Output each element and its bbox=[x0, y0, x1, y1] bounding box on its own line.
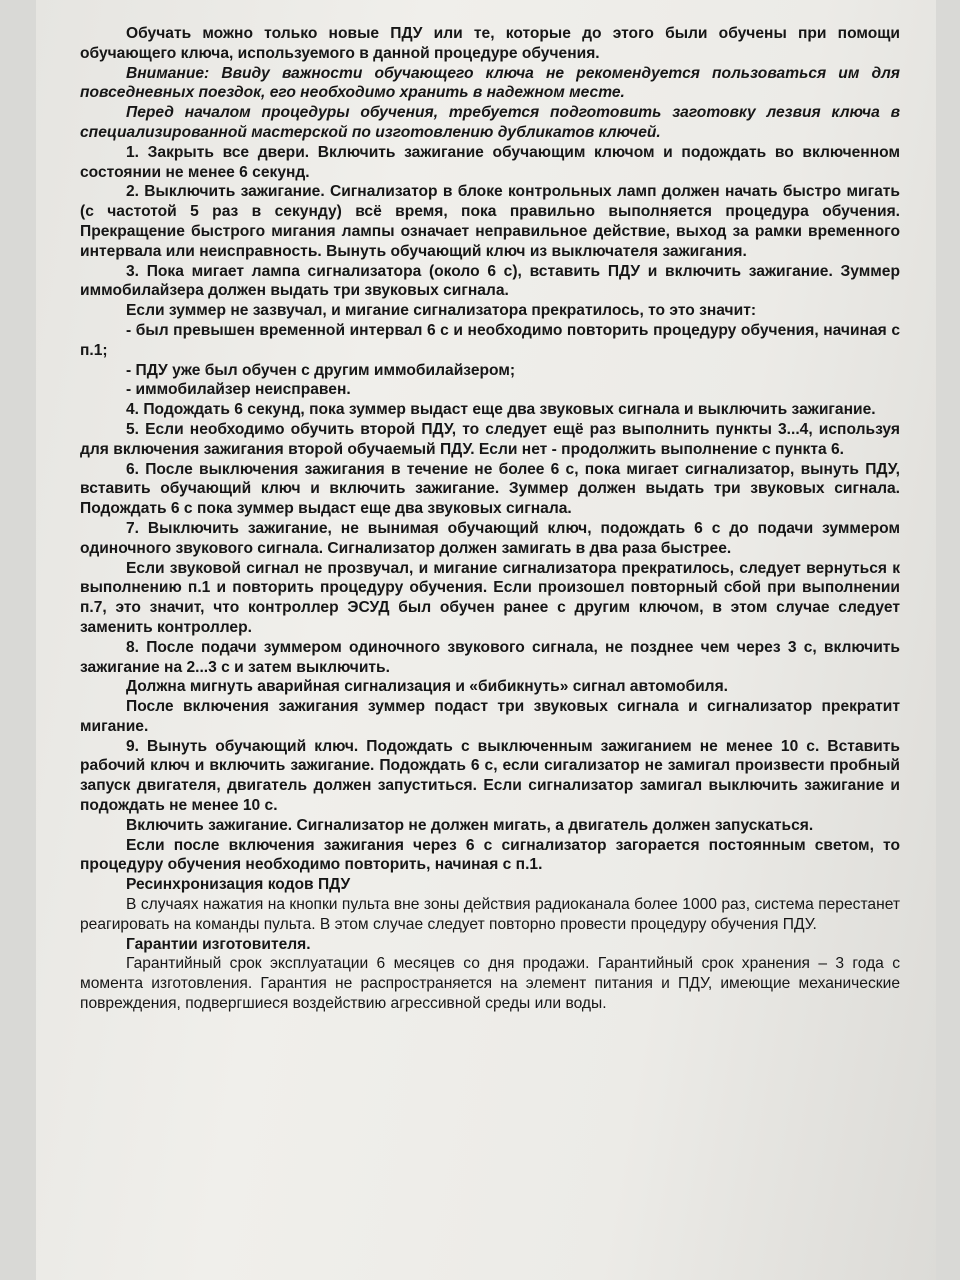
paragraph: - иммобилайзер неисправен. bbox=[126, 381, 351, 399]
paragraph: 5. Если необходимо обучить второй ПДУ, то следует ещё раз выполнить пункты 3...4, используя для включения зажигания второй обучаемый ПДУ. Если нет - продолжить выполнение с пункта 6. bbox=[80, 420, 900, 458]
paragraph: 1. Закрыть все двери. Включить зажигание обучающим ключом и подождать во включенном состоянии не менее 6 секунд. bbox=[80, 143, 900, 181]
paragraph: После включения зажигания зуммер подаст три звуковых сигнала и сигнализатор прекратит мигание. bbox=[80, 698, 900, 735]
paragraph: Перед началом процедуры обучения, требуется подготовить заготовку лезвия ключа в специализированной мастерской по изготовлению дубликатов ключей. bbox=[80, 104, 900, 141]
paragraph: 7. Выключить зажигание, не вынимая обучающий ключ, подождать 6 с до подачи зуммером одиночного звукового сигнала. Сигнализатор должен замигать в два раза быстрее. bbox=[80, 519, 900, 557]
paragraph: 9. Вынуть обучающий ключ. Подождать с выключенным зажиганием не менее 10 с. Вставить рабочий ключ и включить зажигание. Подождать 6 с, если сигализатор не замигал произвести пробный запуск двигателя, двигатель должен запуститься. Если сигнализатор замигал выключить зажигание и подождать не менее 10 с. bbox=[80, 737, 900, 815]
paragraph: Если после включения зажигания через 6 с сигнализатор загорается постоянным светом, то процедуру обучения необходимо повторить, начиная с п.1. bbox=[80, 836, 900, 874]
section-heading: Гарантии изготовителя. bbox=[126, 935, 311, 953]
paragraph: - ПДУ уже был обучен с другим иммобилайзером; bbox=[126, 361, 516, 379]
paragraph: Должна мигнуть аварийная сигнализация и «бибикнуть» сигнал автомобиля. bbox=[126, 678, 729, 696]
paragraph: Внимание: Ввиду важности обучающего ключа не рекомендуется пользоваться им для повседневных поездок, его необходимо хранить в надежном месте. bbox=[80, 64, 900, 102]
paragraph: Включить зажигание. Сигнализатор не должен мигать, а двигатель должен запускаться. bbox=[126, 816, 814, 834]
paragraph: 4. Подождать 6 секунд, пока зуммер выдаст еще два звуковых сигнала и выключить зажигание. bbox=[126, 401, 876, 419]
paragraph: - был превышен временной интервал 6 с и необходимо повторить процедуру обучения, начиная с п.1; bbox=[80, 321, 900, 359]
paragraph: 8. После подачи зуммером одиночного звукового сигнала, не позднее чем через 3 с, включить зажигание на 2...3 с и затем выключить. bbox=[80, 638, 900, 676]
paragraph: Если зуммер не зазвучал, и мигание сигнализатора прекратилось, то это значит: bbox=[126, 302, 757, 320]
paper-sheet bbox=[36, 0, 936, 1280]
paragraph: Обучать можно только новые ПДУ или те, которые до этого были обучены при помощи обучающего ключа, используемого в данной процедуре обучения. bbox=[80, 25, 900, 62]
paragraph: Если звуковой сигнал не прозвучал, и мигание сигнализатора прекратилось, следует вернуться к выполнению п.1 и повторить процедуру обучения. Если произошел повторный сбой при выполнении п.7, это значит, что контроллер ЭСУД был обучен ранее с другим ключом, в этом случае следует заменить контроллер. bbox=[80, 559, 900, 636]
paragraph: 2. Выключить зажигание. Сигнализатор в блоке контрольных ламп должен начать быстро мигать (с частотой 5 раз в секунду) всё время, пока правильно выполняется процедура обучения. Прекращение быстрого мигания лампы означает неправильное действие, выход за рамки временного интервала или неисправность. Вынуть обучающий ключ из выключателя зажигания. bbox=[80, 183, 900, 260]
paragraph: В случаях нажатия на кнопки пульта вне зоны действия радиоканала более 1000 раз, система перестанет реагировать на команды пульта. В этом случае следует повторно провести процедуру обучения ПДУ. bbox=[80, 896, 900, 933]
instruction-text bbox=[80, 24, 900, 1014]
paragraph: 3. Пока мигает лампа сигнализатора (около 6 с), вставить ПДУ и включить зажигание. Зуммер иммобилайзера должен выдать три звуковых сигнала. bbox=[80, 262, 900, 300]
paragraph: 6. После выключения зажигания в течение не более 6 с, пока мигает сигнализатор, вынуть ПДУ, вставить обучающий ключ и включить зажигание. Зуммер должен выдать три звуковых сигнала. Подождать 6 с пока зуммер выдаст еще два звуковых сигнала. bbox=[80, 460, 900, 518]
section-heading: Ресинхронизация кодов ПДУ bbox=[126, 876, 351, 894]
paragraph: Гарантийный срок эксплуатации 6 месяцев со дня продажи. Гарантийный срок хранения – 3 года с момента изготовления. Гарантия не распространяется на элемент питания и ПДУ, имеющие механические повреждения, подвергшиеся воздействию агрессивной среды или воды. bbox=[80, 955, 900, 1013]
